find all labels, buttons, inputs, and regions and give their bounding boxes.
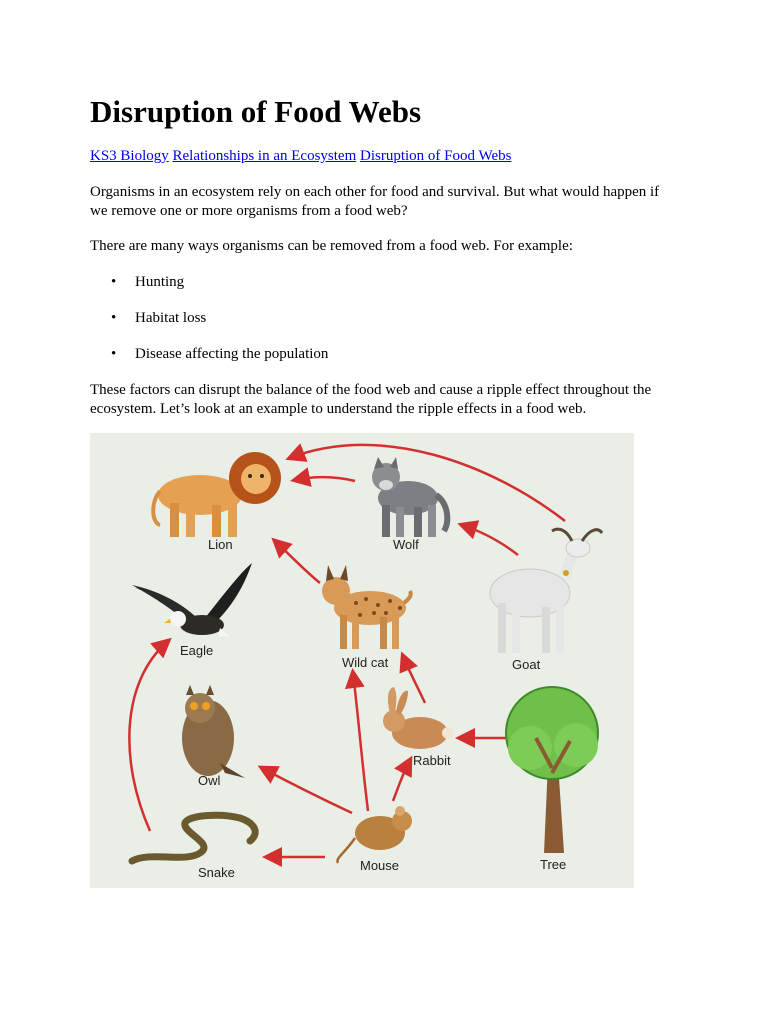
label-lion: Lion <box>208 537 233 552</box>
arrow-goat-to-wolf <box>462 525 518 555</box>
arrow-wildcat-to-lion <box>275 541 320 583</box>
label-wildcat: Wild cat <box>342 655 389 670</box>
tree-icon <box>506 687 598 853</box>
bullet-icon: • <box>111 346 117 362</box>
owl-icon <box>182 685 245 778</box>
mouse-icon <box>337 806 412 863</box>
list-item: • Disease affecting the population <box>111 346 329 362</box>
arrow-mouse-to-rabbit <box>393 760 410 801</box>
intro-paragraph: Organisms in an ecosystem rely on each other for food and survival. But what would happen if we remove one or more organisms from a food web? <box>90 184 660 219</box>
arrow-mouse-to-wildcat <box>353 673 368 811</box>
label-owl: Owl <box>198 773 221 788</box>
label-tree: Tree <box>540 857 567 872</box>
bullet-icon: • <box>111 310 117 326</box>
breadcrumb-disruption[interactable]: Disruption of Food Webs <box>360 148 512 164</box>
label-rabbit: Rabbit <box>413 753 451 768</box>
wildcat-icon <box>322 565 411 649</box>
eagle-icon <box>132 563 252 637</box>
lion-icon <box>153 452 281 537</box>
arrow-wolf-to-lion <box>295 477 355 481</box>
arrow-snake-to-eagle <box>129 641 168 831</box>
arrow-mouse-to-owl <box>262 768 352 813</box>
wolf-icon <box>372 457 447 537</box>
list-item: • Habitat loss <box>111 310 207 326</box>
snake-icon <box>132 815 255 861</box>
ways-intro-paragraph: There are many ways organisms can be removed from a food web. For example: <box>90 238 573 254</box>
list-item: • Hunting <box>111 274 185 290</box>
food-web-svg <box>90 433 634 888</box>
page-title: Disruption of Food Webs <box>90 94 422 129</box>
rabbit-icon <box>383 687 454 749</box>
ripple-paragraph: These factors can disrupt the balance of the food web and cause a ripple effect throughout the ecosystem. Let’s look at an example to understand the ripple effects in a food web. <box>90 382 652 417</box>
label-wolf: Wolf <box>393 537 419 552</box>
breadcrumb-relationships[interactable]: Relationships in an Ecosystem <box>172 148 357 164</box>
breadcrumb-ks3-biology[interactable]: KS3 Biology <box>90 148 169 164</box>
label-goat: Goat <box>512 657 541 672</box>
bullet-icon: • <box>111 274 117 290</box>
breadcrumb <box>90 147 511 165</box>
label-eagle: Eagle <box>180 643 214 658</box>
food-web-diagram <box>90 433 634 888</box>
ways-list <box>90 273 328 381</box>
label-mouse: Mouse <box>360 858 400 873</box>
label-snake: Snake <box>198 865 235 880</box>
